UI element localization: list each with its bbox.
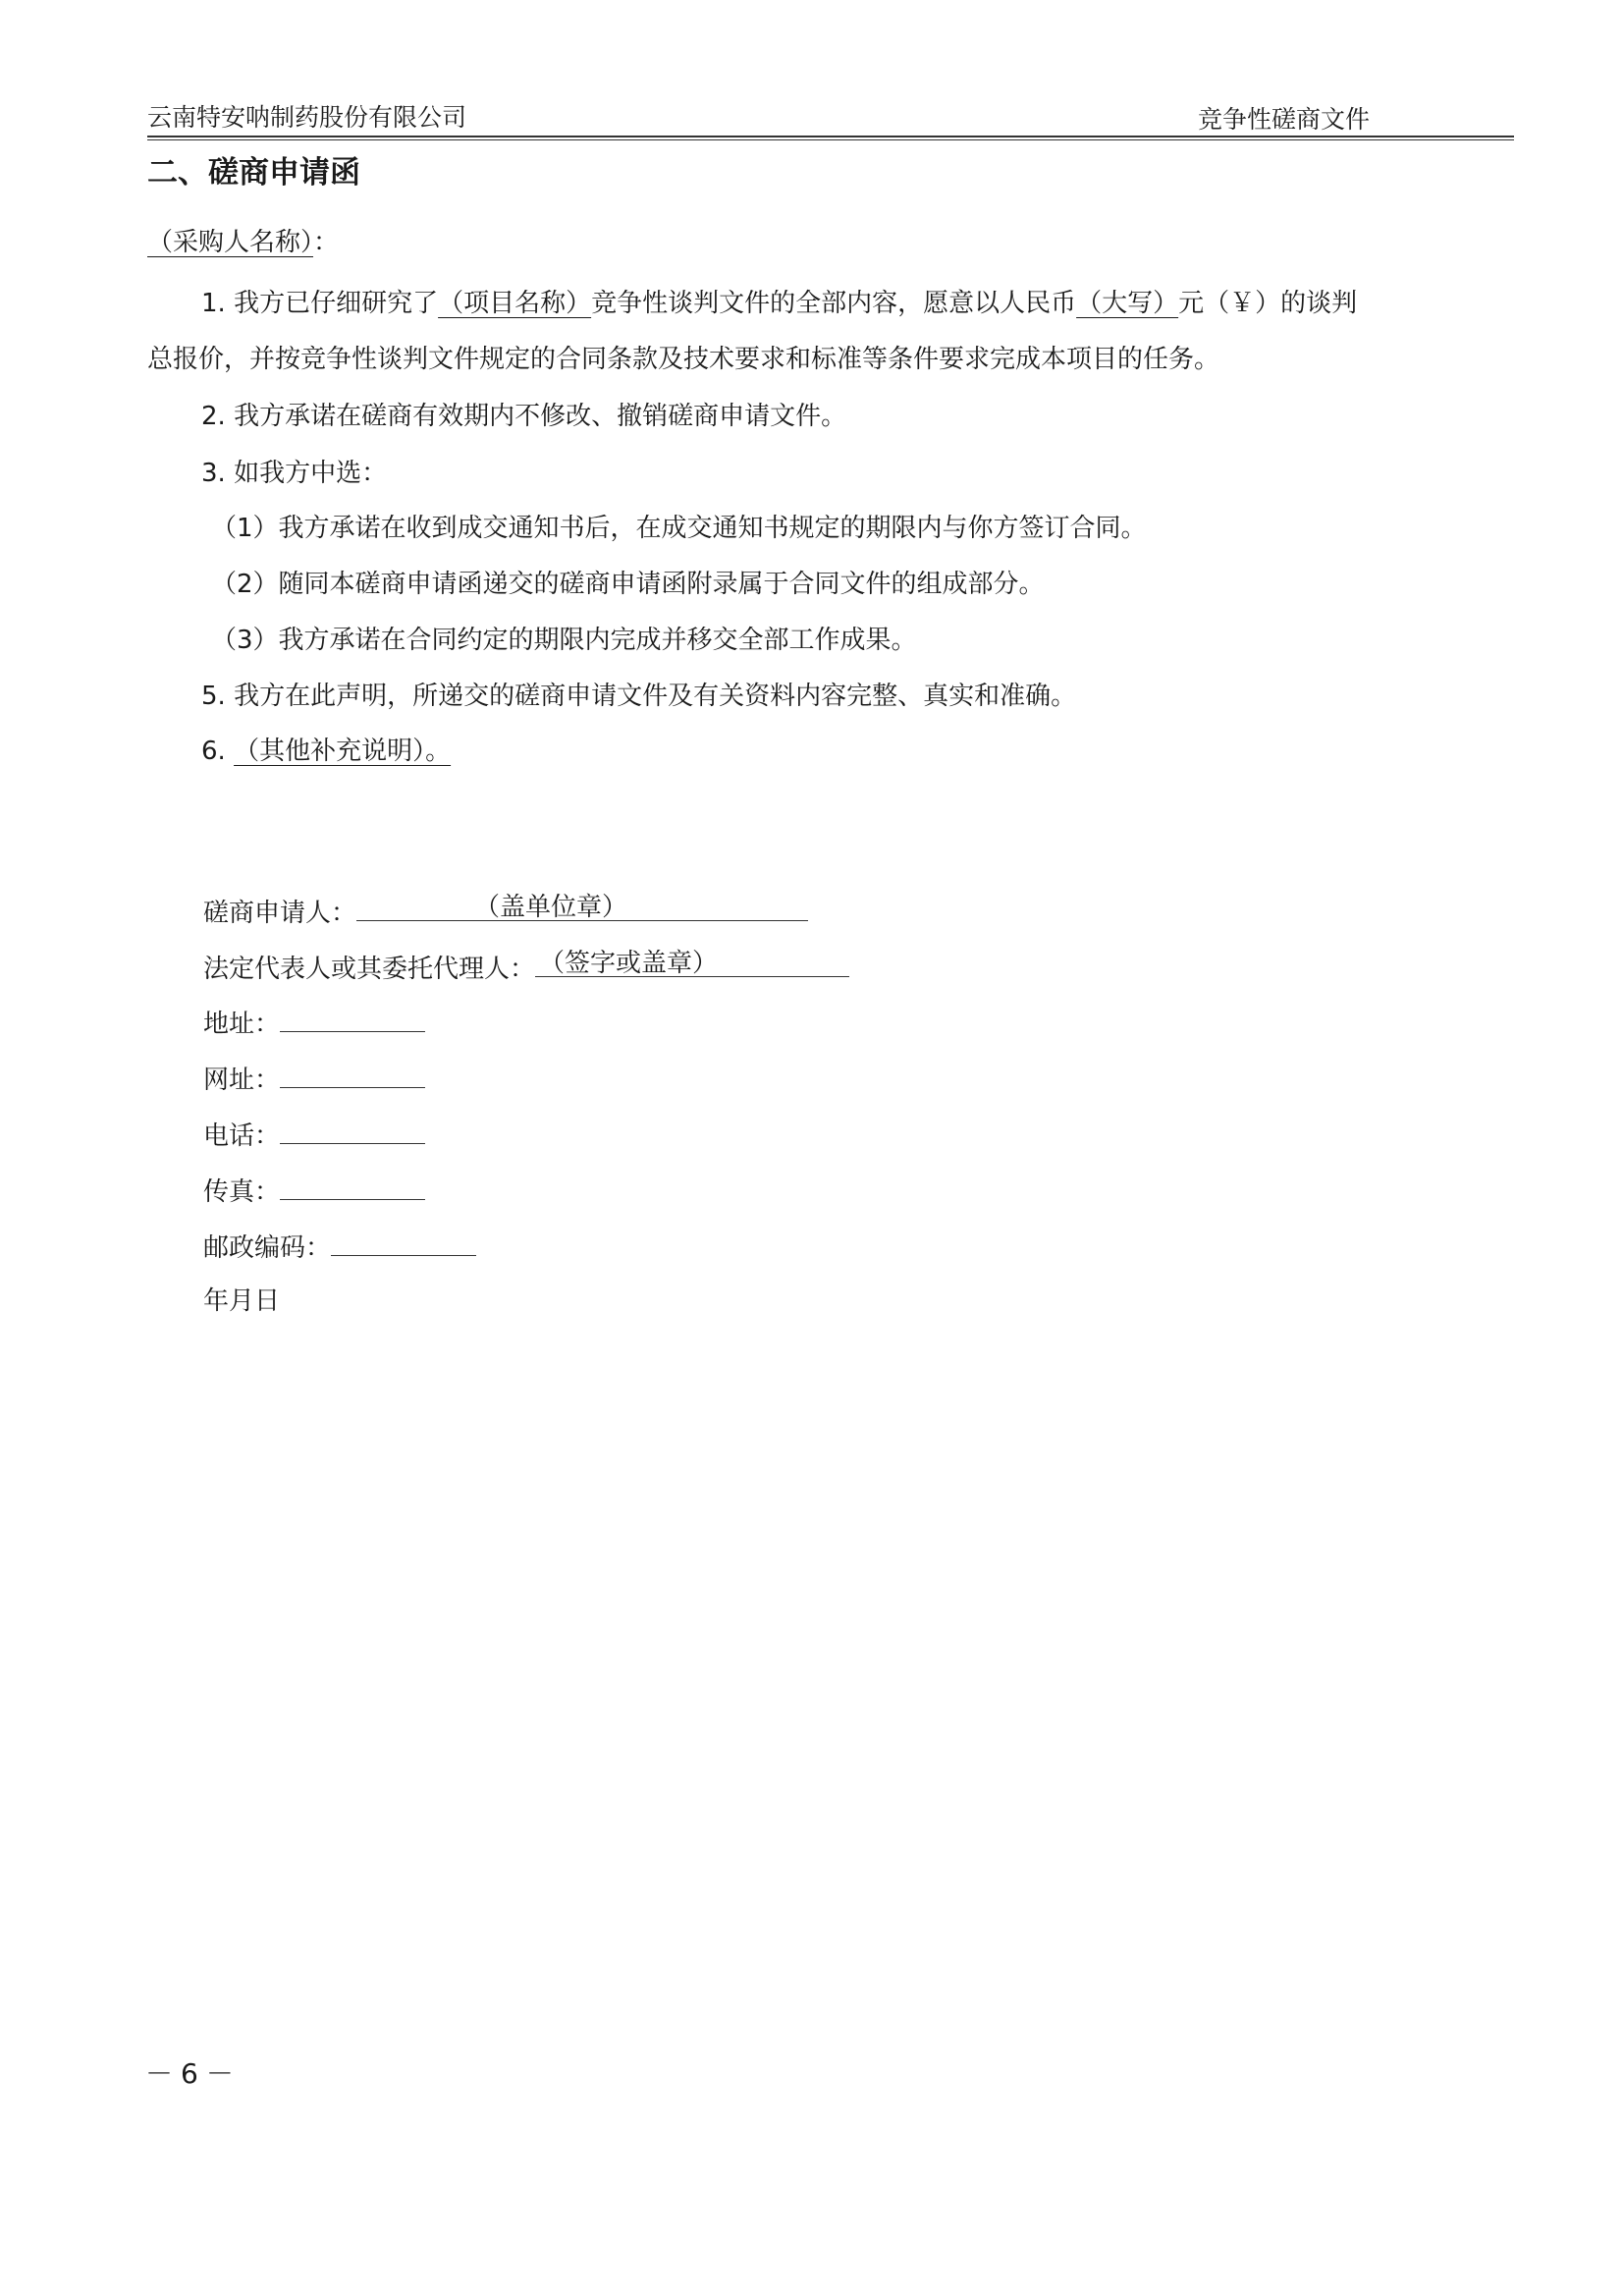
fax-label: 传真： <box>203 1177 281 1207</box>
applicant-label: 磋商申请人： <box>203 899 357 928</box>
header-doc-type: 竞争性磋商文件 <box>1197 105 1370 134</box>
fax-line <box>203 1174 425 1209</box>
item-1-mid: 竞争性谈判文件的全部内容，愿意以人民币 <box>591 289 1077 318</box>
representative-hint: （签字或盖章） <box>539 949 719 978</box>
page-number: －6－ <box>145 2057 242 2090</box>
purchaser-name-placeholder: （采购人名称） <box>147 228 314 257</box>
project-name-placeholder: （项目名称） <box>438 289 592 318</box>
header-rule-thin <box>147 139 1514 140</box>
header-company: 云南特安呐制药股份有限公司 <box>147 103 467 132</box>
item-1-suffix: 元（￥）的谈判 <box>1178 289 1358 318</box>
amount-placeholder: （大写） <box>1076 289 1179 318</box>
purchaser-line <box>147 226 339 259</box>
item-2: 2. 我方承诺在磋商有效期内不修改、撤销磋商申请文件。 <box>201 402 847 431</box>
item-1-prefix: 1. 我方已仔细研究了 <box>201 289 439 318</box>
postcode-field[interactable] <box>331 1230 476 1256</box>
website-label: 网址： <box>203 1066 281 1095</box>
applicant-field[interactable] <box>356 895 808 921</box>
item-3-2: （2）随同本磋商申请函递交的磋商申请函附录属于合同文件的组成部分。 <box>211 570 1045 599</box>
address-label: 地址： <box>203 1010 281 1039</box>
phone-line <box>203 1118 425 1153</box>
item-6-prefix: 6. <box>201 737 235 766</box>
address-field[interactable] <box>280 1006 425 1032</box>
section-title: 二、磋商申请函 <box>147 155 360 191</box>
fax-field[interactable] <box>280 1174 425 1200</box>
representative-line <box>203 951 849 986</box>
item-1-line-1 <box>201 287 1357 320</box>
website-line <box>203 1062 425 1097</box>
address-line <box>203 1006 425 1041</box>
representative-field[interactable] <box>535 951 849 977</box>
applicant-hint: （盖单位章） <box>474 893 628 922</box>
item-3: 3. 如我方中选： <box>201 459 388 488</box>
purchaser-colon: ： <box>313 228 340 257</box>
item-6-placeholder: （其他补充说明）。 <box>234 737 452 766</box>
item-5: 5. 我方在此声明，所递交的磋商申请文件及有关资料内容完整、真实和准确。 <box>201 682 1077 711</box>
applicant-line <box>203 895 808 930</box>
item-6 <box>201 735 451 768</box>
date-line: 年月日 <box>203 1286 281 1316</box>
phone-field[interactable] <box>280 1118 425 1144</box>
item-3-3: （3）我方承诺在合同约定的期限内完成并移交全部工作成果。 <box>211 626 917 655</box>
postcode-label: 邮政编码： <box>203 1233 332 1263</box>
item-1-line-2: 总报价，并按竞争性谈判文件规定的合同条款及技术要求和标准等条件要求完成本项目的任务。 <box>147 345 1220 374</box>
item-3-1: （1）我方承诺在收到成交通知书后，在成交通知书规定的期限内与你方签订合同。 <box>211 514 1147 543</box>
phone-label: 电话： <box>203 1121 281 1151</box>
representative-label: 法定代表人或其委托代理人： <box>203 955 536 984</box>
website-field[interactable] <box>280 1062 425 1088</box>
header-rule <box>147 136 1514 137</box>
postcode-line <box>203 1230 476 1265</box>
